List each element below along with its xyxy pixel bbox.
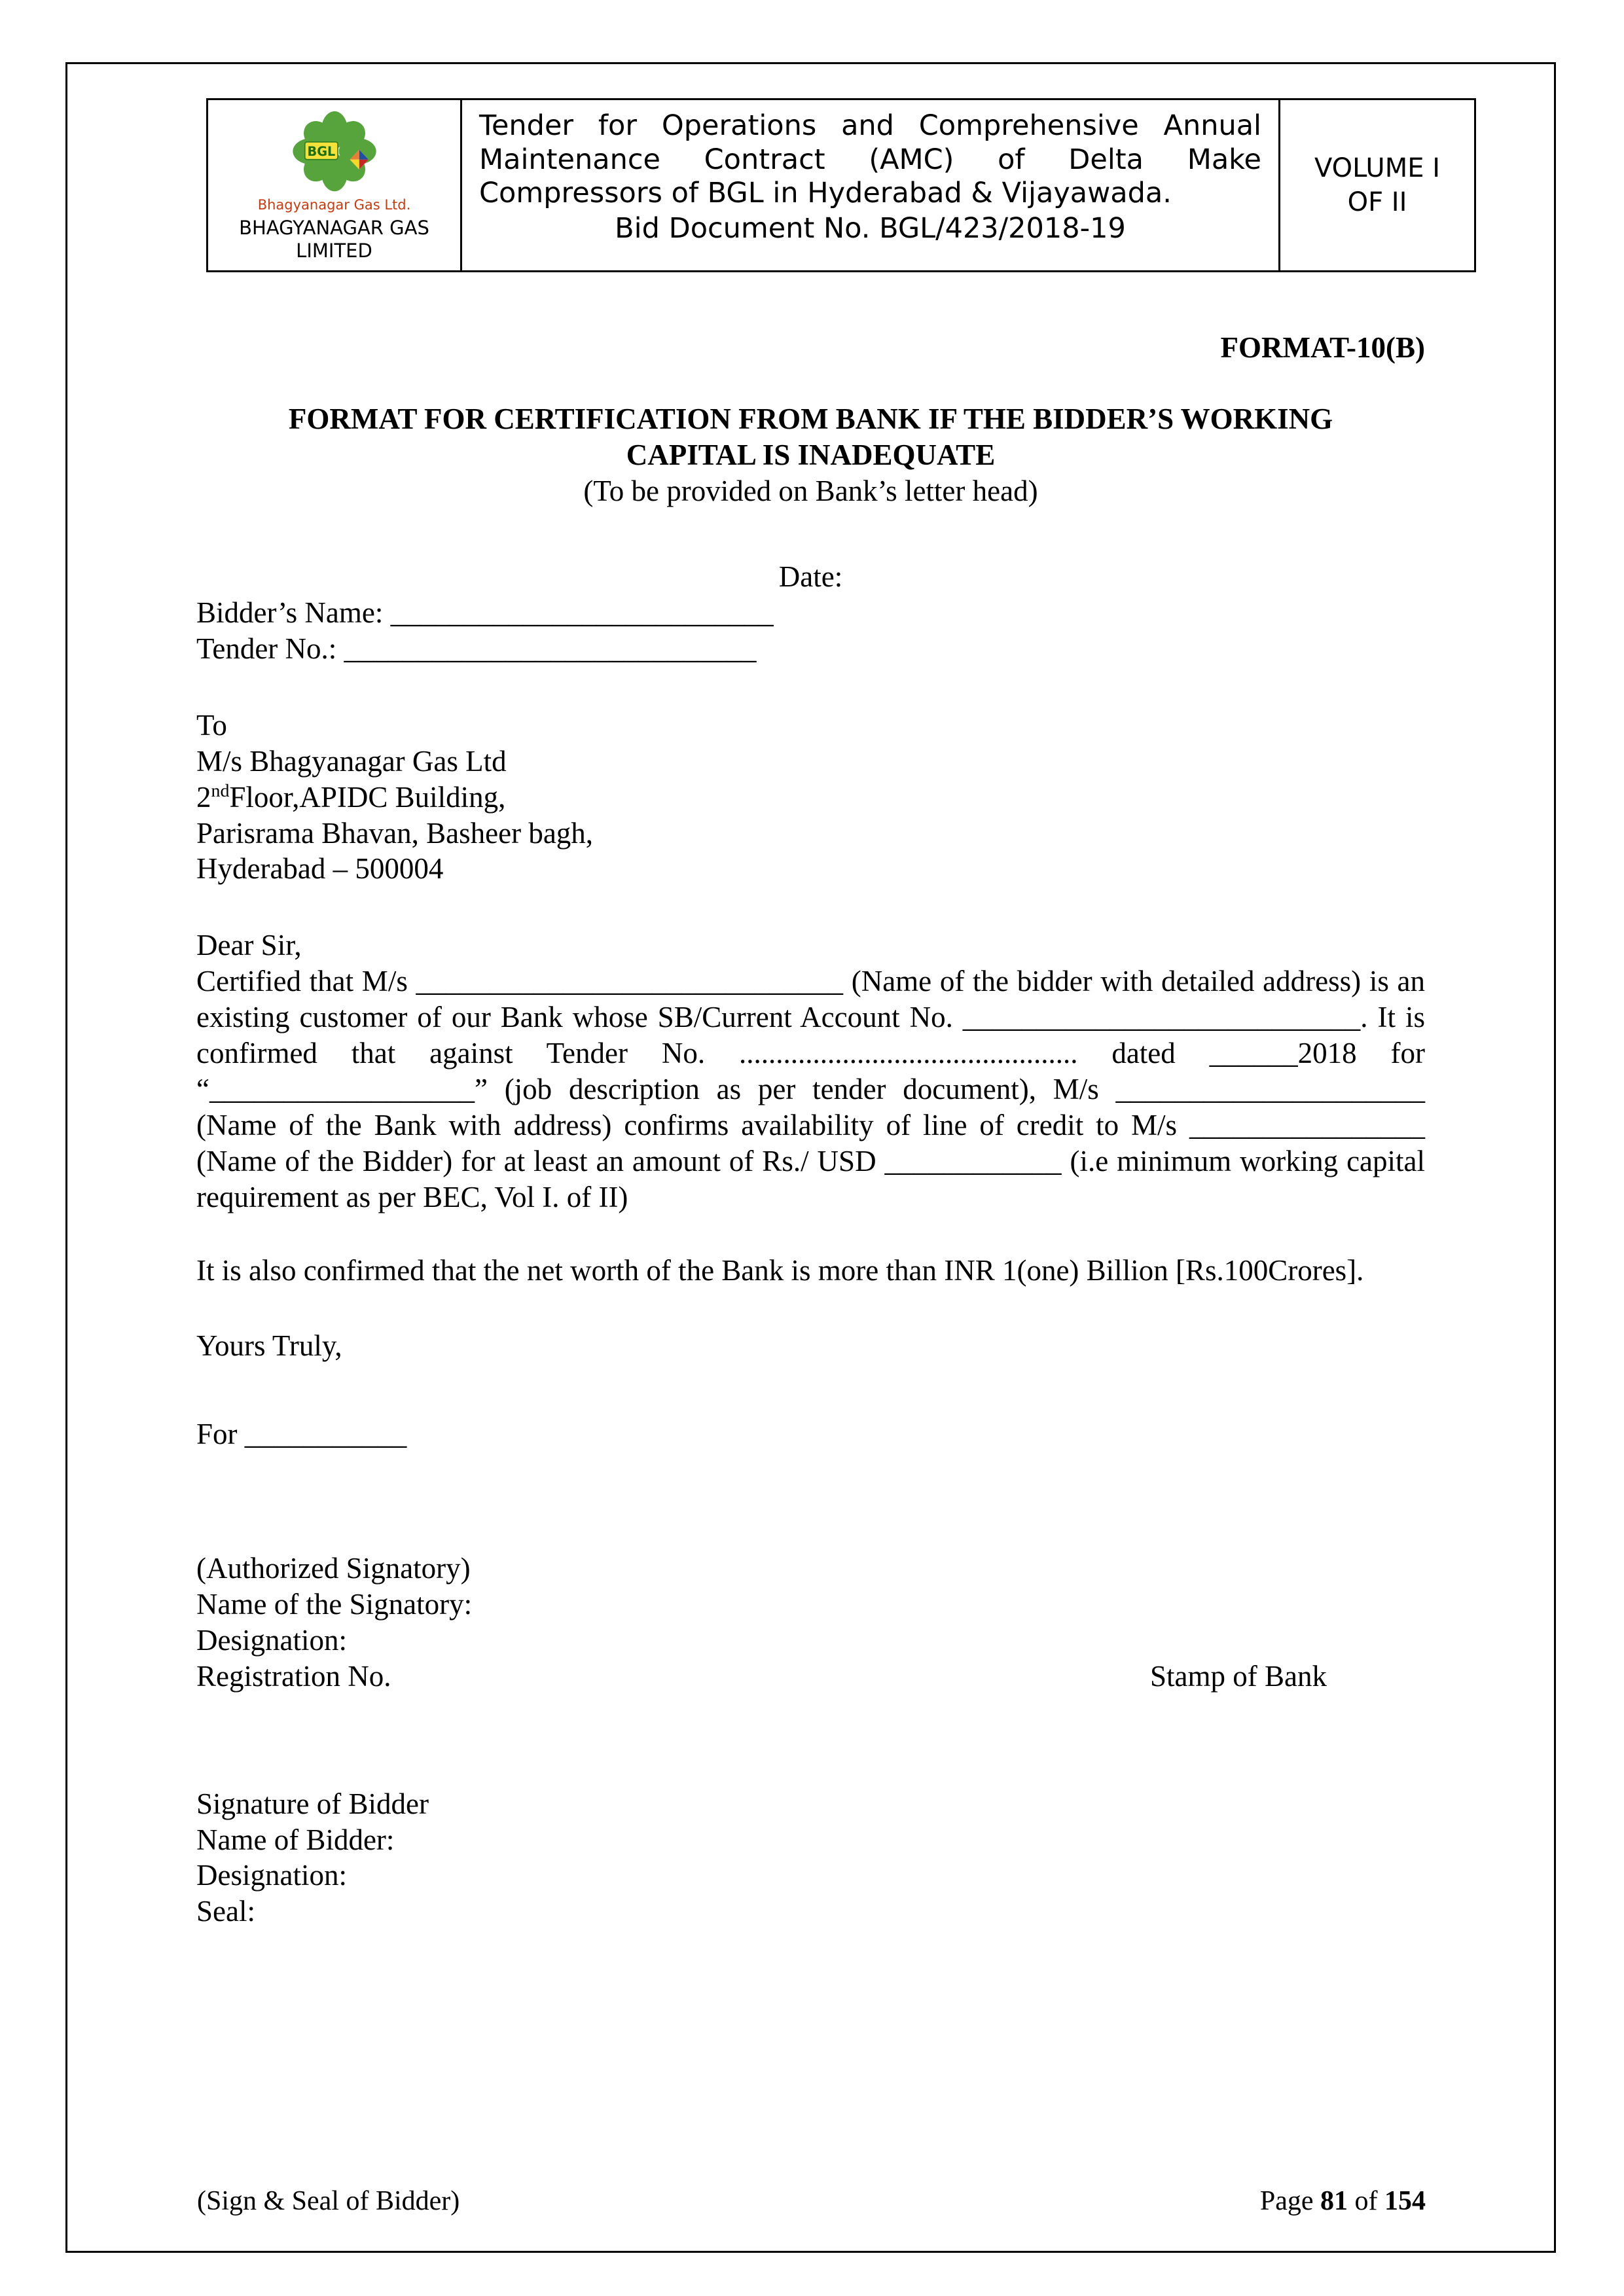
page-footer [197,2185,1426,2217]
bgl-flower-icon [280,108,389,196]
authorized-signatory-label: (Authorized Signatory) [196,1552,471,1585]
document-page [65,62,1556,2253]
format-label: FORMAT-10(B) [1220,331,1425,364]
volume-line1: VOLUME I [1314,152,1440,183]
tender-no-line: Tender No.: ____________________________ [196,632,757,665]
name-of-bidder-label: Name of Bidder: [196,1823,395,1856]
designation-bidder-label: Designation: [196,1859,347,1892]
recipient-address-line4: Hyderabad – 500004 [196,852,444,886]
registration-stamp-line [196,1659,1425,1695]
recipient-name: M/s Bhagyanagar Gas Ltd [196,744,507,778]
volume-line2: OF II [1347,187,1407,217]
document-header [206,98,1476,272]
networth-paragraph: It is also confirmed that the net worth of the Bank is more than INR 1(one) Billion [Rs.100Crores]. [196,1254,1364,1287]
company-name: BHAGYANAGAR GAS LIMITED [239,217,429,262]
logo-tagline: Bhagyanagar Gas Ltd. [257,197,411,213]
letterhead-note: (To be provided on Bank’s letter head) [583,475,1038,508]
name-of-signatory-label: Name of the Signatory: [196,1587,473,1621]
letter-body [196,927,1425,1215]
tender-title: Tender for Operations and Comprehensive Annual Maintenance Contract (AMC) of Delta Make Compressors of BGL in Hyderabad & Vijayawada. [479,109,1261,210]
seal-label: Seal: [196,1895,255,1928]
document-body [67,330,1554,1930]
form-heading: FORMAT FOR CERTIFICATION FROM BANK IF THE BIDDER’S WORKING CAPITAL IS INADEQUATE [288,403,1333,472]
for-line: For ___________ [196,1418,407,1451]
recipient-address-line2: 2ndFloor,APIDC Building, [196,780,506,814]
recipient-block [196,708,1425,887]
designation-signatory-label: Designation: [196,1623,347,1657]
tender-title-cell [462,100,1280,270]
recipient-address-line3: Parisrama Bhavan, Basheer bagh, [196,816,594,850]
page-indicator: Page 81 of 154 [1259,2186,1426,2216]
certification-paragraph: Certified that M/s _____________________________ (Name of the bidder with detailed address) is an existing customer of our Bank whose SB/Current Account No. ___________________________. It is confirmed that against Tender No. .............................................. dated ______2018 for “__________________” (job description as per tender document), M/s _____________________ (Name of the Bank with address) confirms availability of line of credit to M/s ________________ (Name of the Bidder) for at least an amount of Rs./ USD ____________ (i.e minimum working capital requirement as per BEC, Vol I. of II) [196,965,1425,1213]
closing: Yours Truly, [196,1329,342,1363]
bidder-name-line: Bidder’s Name: __________________________ [196,596,774,630]
volume-cell [1280,100,1474,270]
authorized-signatory-block [196,1551,1425,1695]
date-line: Date: [778,560,843,594]
logo-abbr-text: BGL [307,143,335,159]
to-label: To [196,708,227,742]
bid-document-number: Bid Document No. BGL/423/2018-19 [615,211,1126,245]
stamp-of-bank-label: Stamp of Bank [1150,1659,1327,1693]
salutation: Dear Sir, [196,929,302,962]
footer-sign-seal: (Sign & Seal of Bidder) [197,2186,460,2216]
company-logo-cell [208,100,462,270]
bidder-signature-block [196,1786,1425,1930]
signature-of-bidder-label: Signature of Bidder [196,1787,429,1820]
registration-no-label: Registration No. [196,1659,391,1693]
